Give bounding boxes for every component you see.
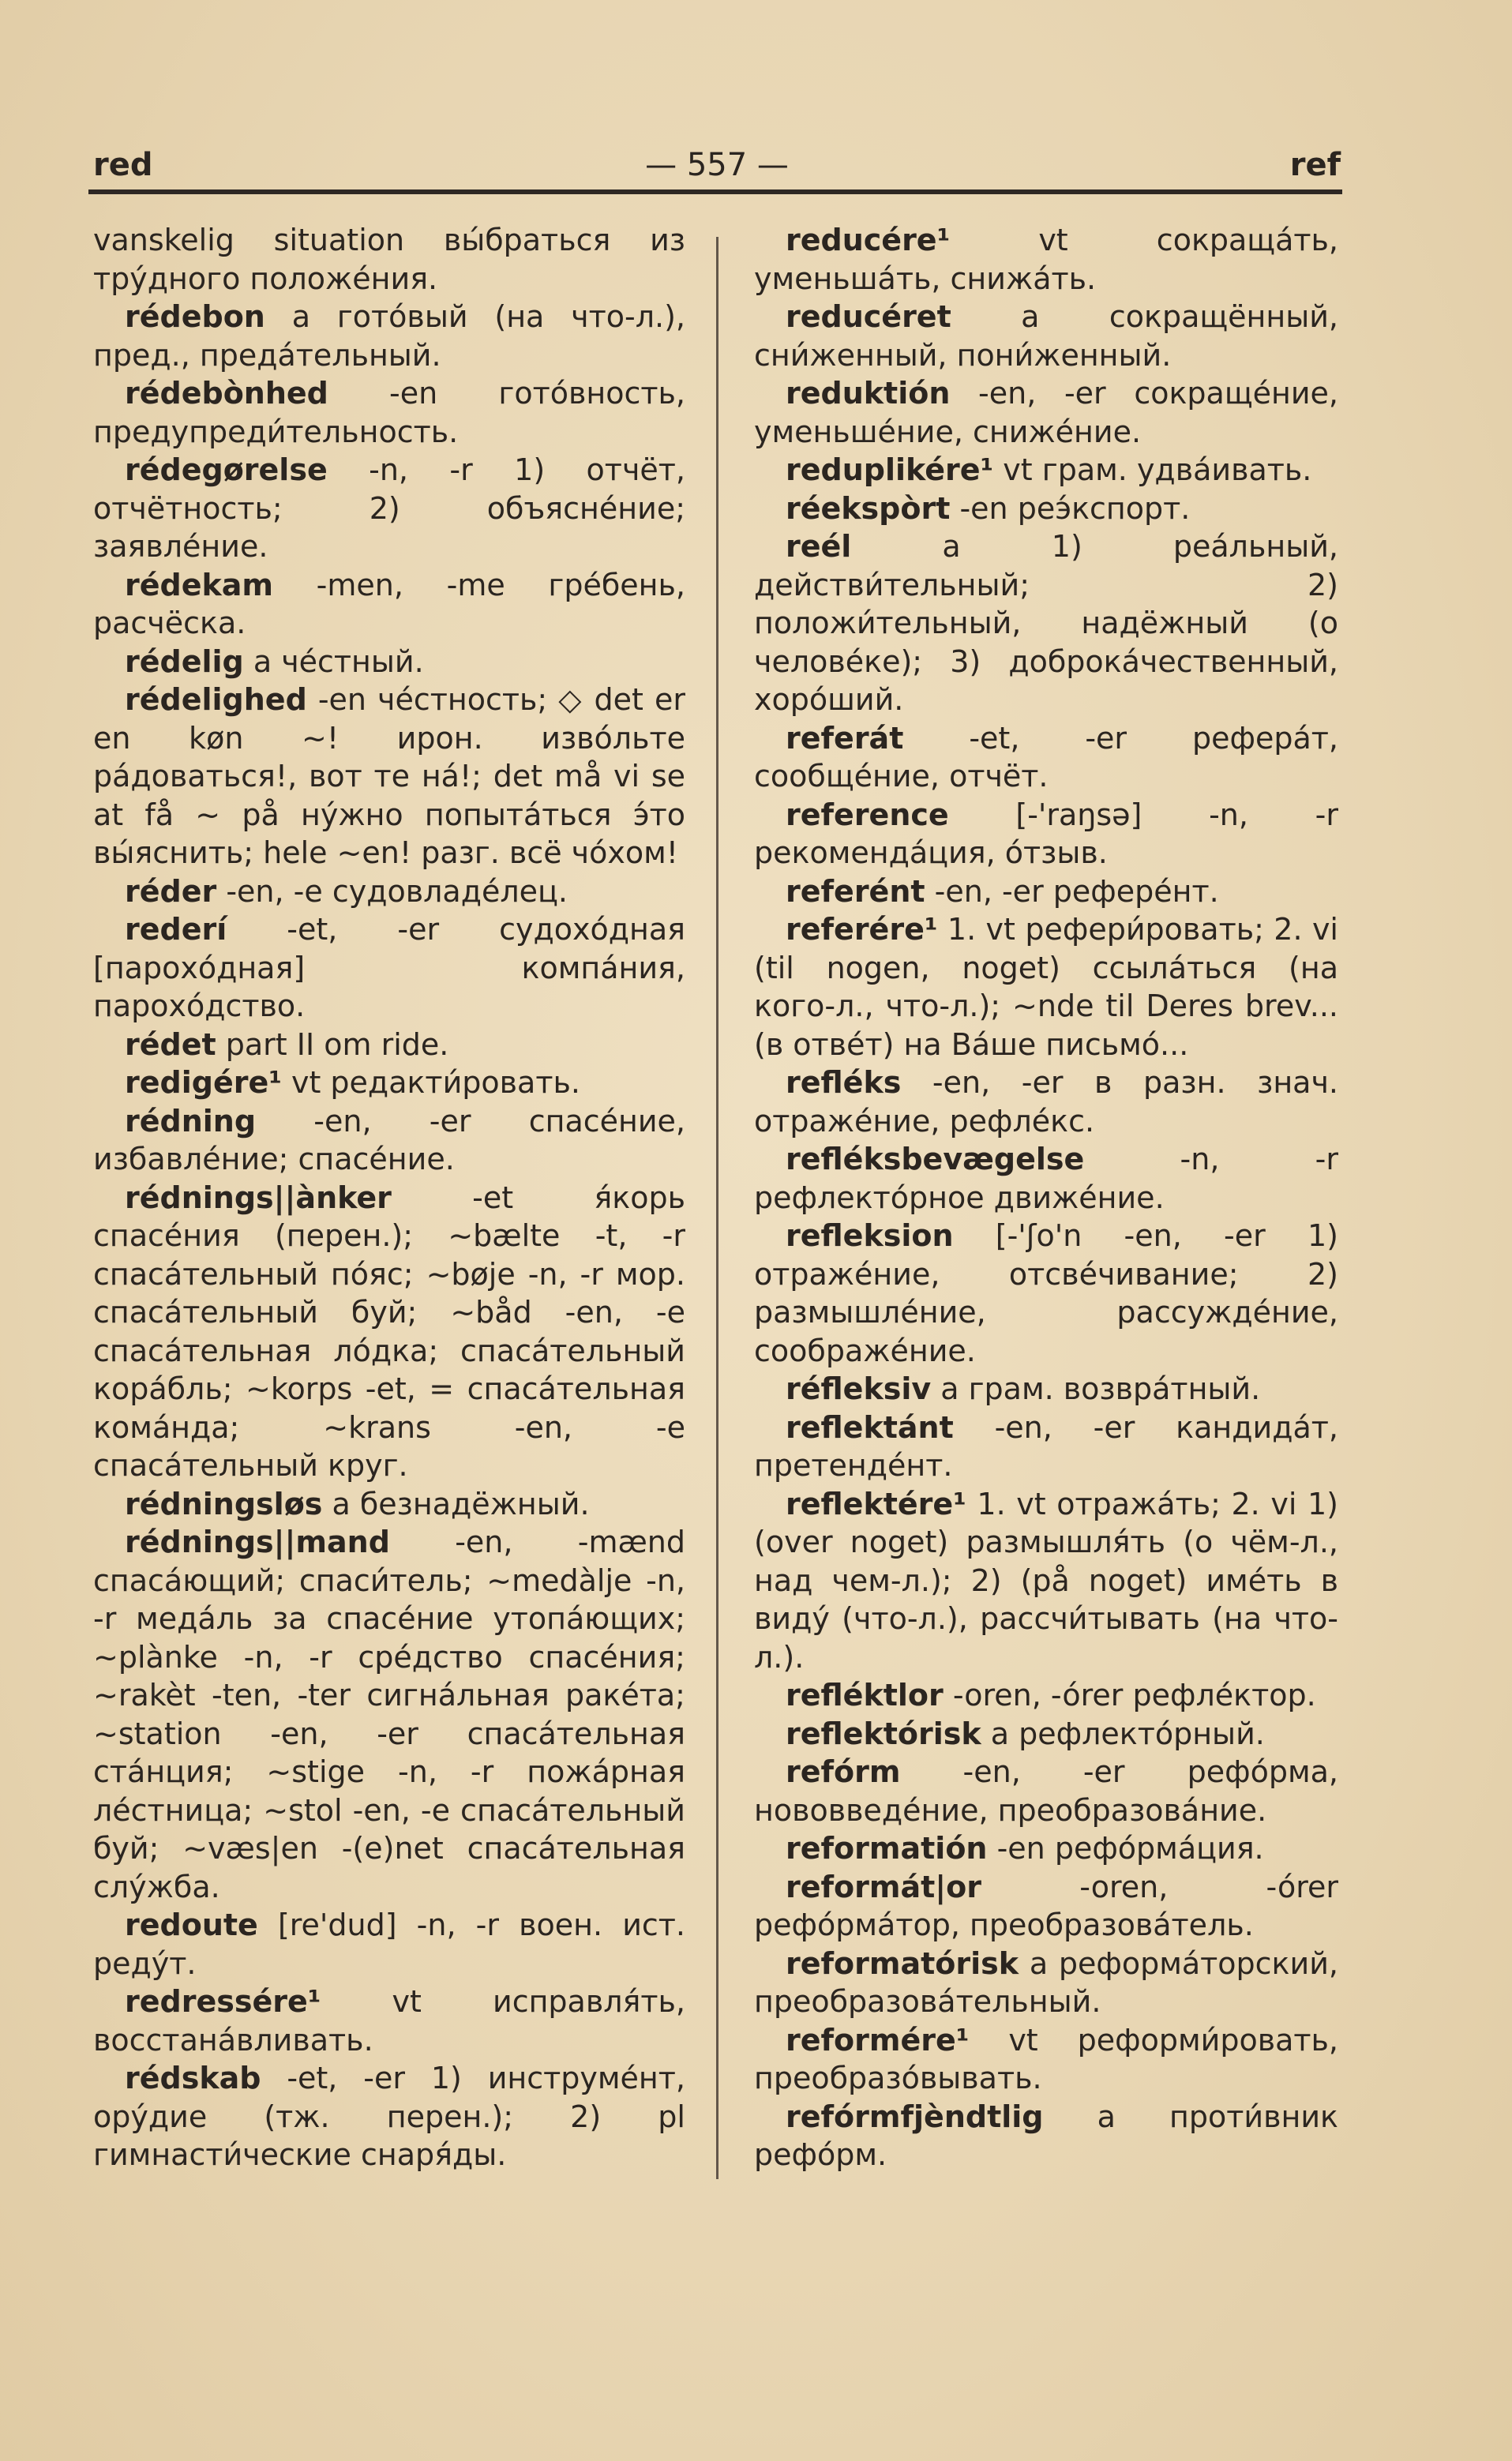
dictionary-entry: [93, 1026, 685, 1064]
entry-headword: rédegørelse: [125, 452, 328, 487]
dictionary-entry: [754, 451, 1338, 490]
entry-definition: vt реформи́ровать, преобразо́вывать.: [754, 2022, 1338, 2095]
entry-headword: referát: [786, 720, 904, 756]
entry-definition: a 1) реа́льный, действи́тельный; 2) положи́тельный, надёжный (о челове́ке); 3) доброка́чественный, хоро́ший.: [754, 529, 1338, 717]
entry-headword: reflektórisk: [786, 1716, 981, 1751]
dictionary-entry: [754, 1829, 1338, 1868]
dictionary-entry: [754, 1140, 1338, 1217]
entry-definition: a безнадёжный.: [322, 1486, 590, 1521]
entry-headword: rédebònhed: [125, 376, 328, 411]
dictionary-entry: [93, 2059, 685, 2174]
entry-headword: réfleksiv: [786, 1371, 932, 1406]
dictionary-entry: [754, 910, 1338, 1064]
dictionary-entry: [93, 1906, 685, 1983]
left-running-headword: red: [93, 147, 153, 183]
entry-definition: vt сокраща́ть, уменьша́ть, снижа́ть.: [754, 223, 1338, 296]
dictionary-entry: [754, 1945, 1338, 2021]
entry-definition: [-'raŋsə] -n, -r рекоменда́ция, о́тзыв.: [754, 797, 1338, 870]
dictionary-entry: [754, 527, 1338, 719]
page-number: — 557 —: [645, 147, 789, 183]
entry-headword: reflektére¹: [786, 1486, 966, 1521]
entry-definition: -en, -er сокраще́ние, уменьше́ние, сниже́ние.: [754, 376, 1338, 449]
entry-definition: a че́стный.: [243, 643, 424, 679]
entry-definition: a сокращённый, сни́женный, пони́женный.: [754, 299, 1338, 373]
entry-definition: [re'dud] -n, -r воен. ист. реду́т.: [93, 1908, 685, 1981]
entry-headword: rédet: [125, 1026, 216, 1062]
entry-definition: a проти́вник рефо́рм.: [754, 2099, 1338, 2172]
entry-definition: -en, -er рефере́нт.: [925, 873, 1219, 909]
entry-definition: -en гото́вность, предупреди́тельность.: [93, 376, 685, 449]
entry-headword: refléks: [786, 1065, 902, 1100]
right-column: [754, 221, 1338, 2174]
entry-definition: -et, -er 1) инструме́нт, ору́дие (тж. перен.); 2) pl гимнасти́ческие снаря́ды.: [93, 2061, 685, 2172]
dictionary-entry: [93, 1523, 685, 1906]
dictionary-entry: [93, 681, 685, 872]
entry-definition: part II om ride.: [216, 1026, 449, 1062]
entry-headword: reduplikére¹: [786, 452, 994, 487]
dictionary-entry: [754, 1370, 1338, 1409]
entry-headword: refórmfjèndtlig: [786, 2099, 1044, 2134]
dictionary-entry: [93, 1179, 685, 1485]
page-header: [93, 141, 1341, 188]
entry-definition: a гото́вый (на что-л.), пред., преда́тельный.: [93, 299, 685, 373]
dictionary-entry: [93, 872, 685, 911]
entry-definition: -en, -er в разн. знач. отраже́ние, рефле́кс.: [754, 1065, 1338, 1139]
dictionary-entry: [754, 221, 1338, 298]
entry-headword: refleksion: [786, 1218, 954, 1253]
entry-headword: rederí: [125, 912, 227, 947]
entry-definition: -men, -me гре́бень, расчёска.: [93, 567, 685, 640]
entry-headword: réder: [125, 873, 217, 909]
entry-definition: [-'ʃo'n -en, -er 1) отраже́ние, отсве́чивание; 2) размышле́ние, рассужде́ние, соображе́ние.: [754, 1218, 1338, 1368]
dictionary-entry: [93, 221, 685, 298]
entry-headword: reference: [786, 797, 949, 832]
dictionary-entry: [93, 566, 685, 643]
entry-definition: -en, -er спасе́ние, избавле́ние; спасе́ние.: [93, 1103, 685, 1176]
dictionary-entry: [93, 1485, 685, 1524]
dictionary-entry: [754, 796, 1338, 872]
entry-definition: -en че́стность; ◇ det er en køn ~! ирон. изво́льте ра́доваться!, вот те на́!; det må vi se at få ~ på ну́жно попыта́ться э́то вы́яснить; hele ~en! разг. всё чо́хом!: [93, 682, 685, 870]
column-divider: [716, 237, 718, 2179]
entry-headword: reducére¹: [786, 223, 951, 257]
entry-headword: reformatórisk: [786, 1945, 1019, 1981]
header-rule: [88, 189, 1342, 194]
entry-definition: -oren, -órer рефле́ктор.: [943, 1678, 1316, 1713]
entry-headword: reformére¹: [786, 2022, 970, 2058]
dictionary-entry: [754, 1064, 1338, 1140]
entry-definition: -en, -mænd спаса́ющий; спаси́тель; ~medàlje -n, -r меда́ль за спасе́ние утопа́ющих; ~plànke -n, -r сре́дство спасе́ния; ~rakèt -ten, -ter сигна́льная раке́та; ~station -en, -er спаса́тельная ста́нция; ~stige -n, -r пожа́рная ле́стница; ~stol -en, -e спаса́тельный буй; ~væs|en -(e)net спаса́тельная слу́жба.: [93, 1525, 685, 1904]
dictionary-entry: [754, 1409, 1338, 1485]
dictionary-entry: [93, 1064, 685, 1102]
entry-definition: a грам. возвра́тный.: [931, 1371, 1261, 1406]
dictionary-entry: [93, 910, 685, 1026]
entry-headword: rédelig: [125, 643, 244, 679]
entry-headword: reél: [786, 529, 852, 564]
entry-headword: refléksbevægelse: [786, 1142, 1085, 1176]
dictionary-entry: [93, 451, 685, 566]
dictionary-entry: [754, 374, 1338, 451]
entry-headword: reducéret: [786, 299, 951, 334]
dictionary-entry: [93, 1102, 685, 1179]
dictionary-entry: [93, 374, 685, 451]
entry-headword: réekspòrt: [786, 490, 951, 526]
dictionary-entry: [754, 1868, 1338, 1945]
dictionary-entry: [754, 1676, 1338, 1715]
entry-definition: a реформа́торский, преобразова́тельный.: [754, 1945, 1338, 2019]
entry-headword: refórm: [786, 1754, 901, 1789]
left-column: [93, 221, 685, 2174]
dictionary-entry: [754, 872, 1338, 911]
entry-headword: rédningsløs: [125, 1486, 323, 1521]
entry-headword: rédskab: [125, 2061, 261, 2095]
entry-definition: a рефлекто́рный.: [981, 1716, 1265, 1751]
entry-definition: -et я́корь спасе́ния (перен.); ~bælte -t, -r спаса́тельный по́яс; ~bøje -n, -r мор. спаса́тельный буй; ~båd -en, -e спаса́тельная ло́дка; спаса́тельный кора́бль; ~korps -et, = спаса́тельная кома́нда; ~krans -en, -e спаса́тельный круг.: [93, 1180, 685, 1483]
dictionary-entry: [93, 643, 685, 681]
dictionary-entry: [754, 1753, 1338, 1829]
entry-headword: referére¹: [786, 912, 938, 947]
entry-definition: -et, -er судохо́дная [парохо́дная] компа́ния, парохо́дство.: [93, 912, 685, 1023]
entry-headword: reduktión: [786, 376, 951, 411]
entry-definition: 1. vt отража́ть; 2. vi 1) (over noget) размышля́ть (о чём-л., над чем-л.); 2) (på noget) име́ть в виду́ (что-л.), рассчи́тывать (на что-л.).: [754, 1486, 1338, 1675]
entry-headword: redoute: [125, 1908, 258, 1942]
entry-headword: rédelighed: [125, 682, 307, 717]
dictionary-entry: [754, 298, 1338, 374]
entry-headword: rédnings||ànker: [125, 1180, 392, 1215]
dictionary-entry: [754, 719, 1338, 796]
entry-headword: reformatión: [786, 1831, 988, 1866]
dictionary-entry: [754, 1715, 1338, 1754]
entry-definition: 1. vt рефери́ровать; 2. vi (til nogen, noget) ссыла́ться (на кого-л., что-л.); ~nde til Deres brev... (в отве́т) на Ва́ше письмо́...: [754, 912, 1338, 1062]
entry-definition: -n, -r рефлекто́рное движе́ние.: [754, 1142, 1338, 1215]
entry-definition: -et, -er рефера́т, сообще́ние, отчёт.: [754, 720, 1338, 793]
entry-headword: rédnings||mand: [125, 1525, 390, 1559]
entry-definition: -en реэ́кспорт.: [950, 490, 1191, 526]
entry-definition: -en, -e судовладе́лец.: [216, 873, 568, 909]
entry-definition: vt исправля́ть, восстана́вливать.: [93, 1984, 685, 2058]
dictionary-entry: [754, 1217, 1338, 1370]
entry-definition: -en рефо́рма́ция.: [987, 1831, 1264, 1866]
entry-definition: vt редакти́ровать.: [281, 1065, 580, 1100]
entry-definition: vt грам. удва́ивать.: [993, 452, 1312, 487]
right-running-headword: ref: [1289, 147, 1341, 183]
dictionary-entry: [754, 1485, 1338, 1677]
entry-headword: reformát|or: [786, 1869, 982, 1904]
dictionary-entry: [754, 490, 1338, 528]
dictionary-entry: [754, 2021, 1338, 2098]
entry-headword: redressére¹: [125, 1984, 321, 2019]
dictionary-entry: [93, 298, 685, 374]
entry-definition: -n, -r 1) отчёт, отчётность; 2) объясне́ние; заявле́ние.: [93, 452, 685, 564]
entry-headword: rédebon: [125, 299, 265, 334]
entry-definition: -en, -er кандида́т, претенде́нт.: [754, 1409, 1338, 1483]
entry-headword: rédning: [125, 1103, 257, 1139]
dictionary-entry: [93, 1983, 685, 2059]
entry-headword: reflektánt: [786, 1409, 954, 1445]
entry-definition: vanskelig situation вы́браться из тру́дного положе́ния.: [93, 223, 685, 296]
entry-headword: rédekam: [125, 567, 273, 602]
entry-headword: referént: [786, 873, 925, 909]
entry-definition: -oren, -órer рефо́рма́тор, преобразова́тель.: [754, 1869, 1338, 1942]
entry-definition: -en, -er рефо́рма, нововведе́ние, преобразова́ние.: [754, 1754, 1338, 1828]
entry-headword: redigére¹: [125, 1065, 282, 1100]
entry-headword: refléktlor: [786, 1678, 944, 1713]
dictionary-entry: [754, 2098, 1338, 2174]
